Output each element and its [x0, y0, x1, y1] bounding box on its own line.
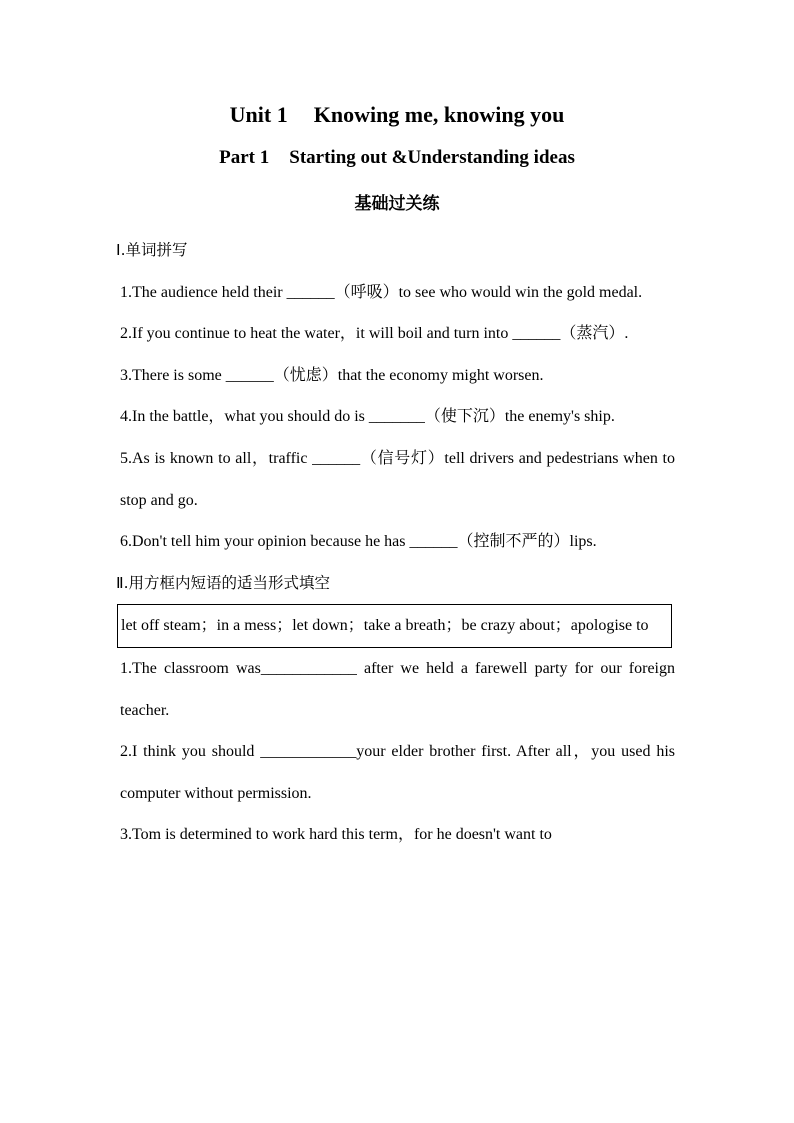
part-title	[0, 147, 794, 169]
section-heading-spelling: Ⅰ.单词拼写	[116, 241, 188, 259]
part-name: Starting out &Understanding ideas	[289, 147, 575, 168]
spelling-question-1: 1.The audience held their ______（呼吸）to see who would win the gold medal.	[120, 283, 643, 301]
phrase-box: let off steam；in a mess；let down；take a breath；be crazy about；apologise to	[117, 604, 672, 648]
unit-title	[0, 102, 794, 128]
unit-name: Knowing me, knowing you	[313, 102, 565, 127]
spelling-question-2: 2.If you continue to heat the water，it will boil and turn into ______（蒸汽）.	[120, 325, 629, 343]
phrase-question-1: 1.The classroom was____________ after we held a farewell party for our foreign teacher.	[120, 659, 675, 719]
spelling-question-4: 4.In the battle，what you should do is _______（使下沉）the enemy's ship.	[120, 408, 615, 426]
spelling-question-5: 5.As is known to all，traffic ______（信号灯）tell drivers and pedestrians when to stop and go.	[120, 449, 675, 509]
spelling-question-3: 3.There is some ______（忧虑）that the economy might worsen.	[120, 366, 544, 384]
unit-label: Unit 1	[229, 102, 288, 127]
phrase-question-2: 2.I think you should ____________your elder brother first. After all，you used his computer without permission.	[120, 743, 675, 802]
exercise-content	[116, 230, 675, 856]
exercise-subtitle: 基础过关练	[354, 194, 440, 214]
phrase-question-3: 3.Tom is determined to work hard this term，for he doesn't want to	[120, 826, 552, 844]
spelling-question-6: 6.Don't tell him your opinion because he has ______（控制不严的）lips.	[120, 533, 597, 551]
section-heading-phrases: Ⅱ.用方框内短语的适当形式填空	[116, 573, 331, 592]
part-label: Part 1	[219, 147, 270, 168]
